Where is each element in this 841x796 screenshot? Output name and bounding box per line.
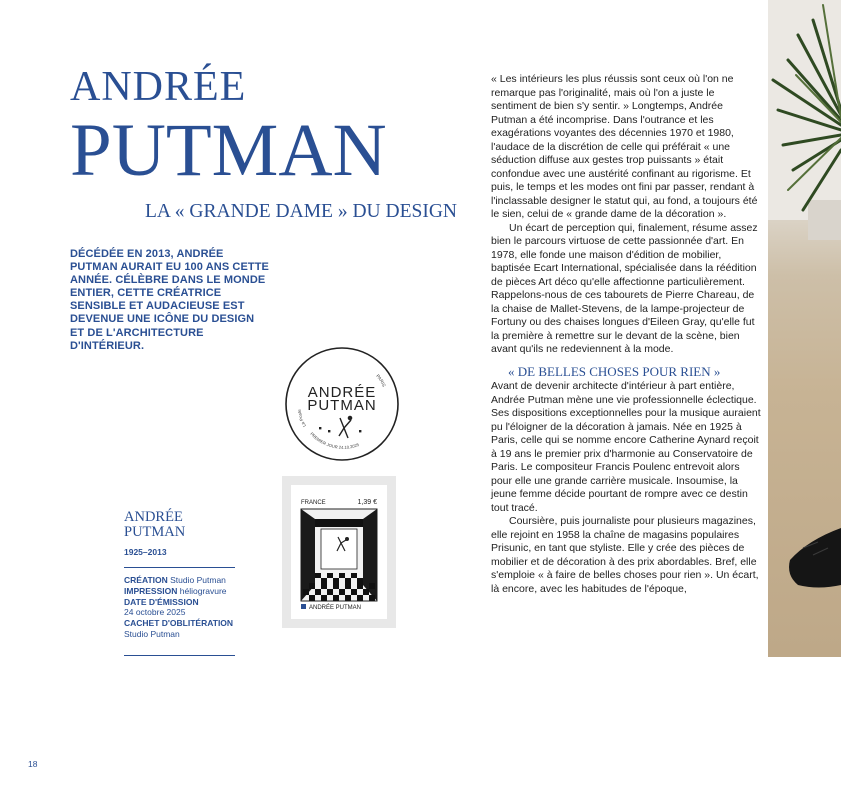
info-details	[124, 575, 254, 640]
impression-value: héliogravure	[179, 585, 227, 596]
subtitle: LA « GRANDE DAME » DU DESIGN	[145, 201, 457, 222]
body-paragraph-1: « Les intérieurs les plus réussis sont ceux où l'on ne remarque pas l'originalité, mais où l'on a juste le sentiment de bien s'y sentir. » Longtemps, Andrée Putman a été incomprise. Dans l'outrance et les exagérations voyantes des décennies 1970 et 1980, l'audace de la discrétion de celle qui préférait « une séduction diffuse aux gestes trop puissants » était confondue avec une austérité confinant au rigorisme. Et puis, le temps et les modes ont fini par passer, rendant à l'inclassable designer le statut qui, au fond, a toujours été le sien, celui de « grande dame de la décoration ».	[491, 73, 758, 220]
seal-right-text: PARIS	[375, 373, 387, 388]
cachet-value: Studio Putman	[124, 628, 180, 639]
interior-photo	[768, 0, 841, 657]
body-text-column	[491, 73, 761, 596]
stamp-artwork	[291, 485, 387, 619]
info-bottom-divider	[124, 655, 235, 656]
dancer-figure-icon	[339, 416, 352, 438]
seal-bottom-text: PREMIER JOUR 24.10.2025	[309, 431, 360, 450]
intro-text: DÉCÉDÉE EN 2013, ANDRÉE PUTMAN AURAIT EU 100 ANS CETTE ANNÉE. CÉLÈBRE DANS LE MONDE ENTIER, CETTE CRÉATRICE SENSIBLE ET AUDACIEUSE EST DEVENUE UNE ICÔNE DU DESIGN ET DE L'ARCHITECTURE D'INTÉRIEUR.	[70, 248, 269, 352]
cachet-label: CACHET D'OBLITÉRATION	[124, 618, 234, 629]
info-dates: 1925–2013	[124, 547, 167, 557]
creation-value: Studio Putman	[170, 575, 226, 585]
postage-stamp	[282, 476, 396, 628]
seal-name-1: ANDRÉE	[307, 384, 377, 401]
creation-label: CRÉATION	[124, 575, 168, 585]
svg-text:La Poste	[297, 408, 307, 427]
info-top-divider	[124, 567, 235, 568]
stamp-country: FRANCE	[301, 500, 326, 506]
stamp-caption: ANDRÉE PUTMAN	[309, 605, 362, 611]
info-title-line2: PUTMAN	[124, 524, 186, 540]
plant-and-shoe-illustration	[768, 0, 841, 657]
info-title-line1: ANDRÉE	[124, 509, 183, 525]
svg-text:PREMIER JOUR 24.10.2025	[309, 431, 360, 450]
body-paragraph-3: Avant de devenir architecte d'intérieur à part entière, Andrée Putman mène une vie professionnelle éclectique. Ses dispositions exceptionnelles pour la musique auraient pu l'éloigner de la décoration à jamais. Née en 1925 à Paris, celle qui se nomme encore Catherine Aynard reçoit à 19 ans le premier prix d'harmonie au Conservatoire de Paris. Le compositeur Francis Poulenc entrevoit alors pour elle une grande carrière musicale. Insoumise, la jeune femme décide pourtant de rompre avec ce destin tout tracé.	[491, 380, 761, 514]
emission-label: DATE D'ÉMISSION	[124, 596, 199, 607]
info-title	[124, 510, 185, 540]
body-paragraph-2: Un écart de perception qui, finalement, résume assez bien le parcours virtuose de cette passionnée d'art. En 1978, elle fonde une maison d'édition de mobilier, baptisée Ecart International, spécialisée dans la réédition de pièces Art déco qu'elle affectionne particulièrement. Rappelons-nous de ces tabourets de Pierre Chareau, de la chaise de Mallet-Stevens, de la lampe-projecteur de Fortuny ou des chaises longues d'Eileen Gray, qu'elle fut la première à remettre sur le devant de la scène, bien avant qu'ils ne redeviennent à la mode.	[491, 221, 758, 355]
impression-label: IMPRESSION	[124, 585, 178, 596]
title-first-name: ANDRÉE	[70, 64, 247, 110]
svg-text:PARIS	[375, 373, 386, 387]
title-last-name: PUTMAN	[70, 109, 387, 192]
page-number: 18	[28, 759, 38, 769]
seal-name-2: PUTMAN	[307, 397, 377, 414]
body-paragraph-4: Coursière, puis journaliste pour plusieurs magazines, elle rejoint en 1958 la chaîne de magasins populaires Prisunic, en tant que styliste. Elle y crée des pièces de mobilier et de décoration à des prix abordables. Bref, elle s'emploie « à faire de belles choses pour rien ». Un écart, là encore, avec les habitudes de l'époque,	[491, 515, 759, 595]
emission-value: 24 octobre 2025	[124, 607, 186, 618]
stamp-price: 1,39 €	[357, 499, 377, 506]
first-day-seal	[284, 346, 400, 462]
seal-left-text: La Poste	[296, 408, 307, 428]
section-heading: « DE BELLES CHOSES POUR RIEN »	[508, 363, 721, 379]
